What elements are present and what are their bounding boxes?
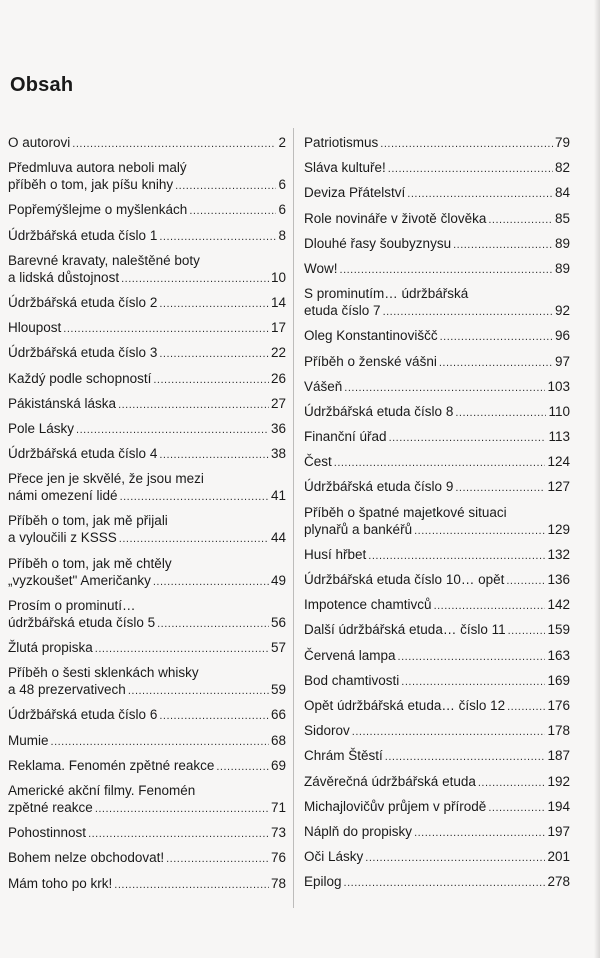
toc-entry-page-number: 36 bbox=[270, 420, 286, 436]
toc-right-column bbox=[304, 134, 570, 898]
toc-entry-row bbox=[304, 848, 570, 867]
dot-leader bbox=[159, 229, 276, 246]
toc-entry-page-number: 132 bbox=[547, 546, 570, 562]
toc-entry bbox=[304, 184, 570, 203]
toc-entry-title: Údržbářská etuda číslo 9 bbox=[304, 479, 454, 495]
toc-entry-row bbox=[304, 773, 570, 792]
dot-leader bbox=[128, 683, 269, 700]
toc-entry-title: Chrám Štěstí bbox=[304, 748, 383, 764]
toc-entry-row bbox=[8, 824, 286, 843]
toc-entry-page-number: 127 bbox=[547, 479, 570, 495]
toc-entry-row bbox=[304, 235, 570, 254]
dot-leader bbox=[216, 759, 269, 776]
toc-entry-row bbox=[8, 134, 286, 153]
toc-entry-title: Epilog bbox=[304, 874, 342, 890]
toc-entry-title: plynařů a bankéřů bbox=[304, 521, 413, 537]
toc-entry-row bbox=[304, 478, 570, 497]
toc-entry bbox=[304, 134, 570, 153]
toc-entry-page-number: 56 bbox=[270, 614, 286, 630]
toc-entry bbox=[304, 210, 570, 229]
toc-entry bbox=[8, 824, 286, 843]
toc-entry bbox=[8, 134, 286, 153]
toc-entry-row bbox=[304, 747, 570, 766]
toc-entry-title-line: Příběh o tom, jak mě chtěly bbox=[8, 555, 172, 571]
toc-entry bbox=[8, 782, 286, 818]
toc-entry bbox=[8, 597, 286, 633]
dot-leader bbox=[95, 801, 269, 818]
toc-entry-page-number: 96 bbox=[554, 328, 570, 344]
toc-entry bbox=[304, 428, 570, 447]
toc-entry bbox=[8, 706, 286, 725]
toc-entry-title: zpětné reakce bbox=[8, 799, 93, 815]
dot-leader bbox=[51, 734, 269, 751]
toc-entry-page-number: 129 bbox=[547, 521, 570, 537]
toc-entry bbox=[8, 639, 286, 658]
toc-entry-row bbox=[304, 521, 570, 540]
toc-entry-row bbox=[8, 227, 286, 246]
toc-entry bbox=[304, 848, 570, 867]
toc-entry bbox=[304, 621, 570, 640]
toc-entry-title: Michajlovičův průjem v přírodě bbox=[304, 798, 487, 814]
toc-entry-page-number: 66 bbox=[270, 707, 286, 723]
toc-entry-title: Sidorov bbox=[304, 723, 350, 739]
dot-leader bbox=[507, 699, 545, 716]
dot-leader bbox=[344, 875, 546, 892]
toc-entry-page-number: 57 bbox=[270, 640, 286, 655]
toc-entry-page-number: 73 bbox=[270, 825, 286, 841]
toc-entry-page-number: 71 bbox=[270, 799, 286, 815]
dot-leader bbox=[383, 304, 553, 321]
dot-leader bbox=[153, 574, 269, 591]
toc-entry-row bbox=[304, 571, 570, 590]
toc-entry-title: Reklama. Fenomén zpětné reakce bbox=[8, 757, 215, 773]
dot-leader bbox=[334, 455, 546, 472]
toc-entry bbox=[8, 512, 286, 548]
column-divider bbox=[293, 128, 294, 908]
toc-entry bbox=[8, 159, 286, 195]
dot-leader bbox=[414, 523, 545, 540]
toc-entry-row bbox=[8, 732, 286, 751]
toc-entry bbox=[304, 159, 570, 178]
toc-entry-row bbox=[304, 453, 570, 472]
toc-entry bbox=[304, 672, 570, 691]
toc-entry bbox=[304, 647, 570, 666]
toc-entry-title: Popřemýšlejme o myšlenkách bbox=[8, 202, 188, 218]
toc-entry-row bbox=[304, 353, 570, 372]
toc-entry-title: Každý podle schopností bbox=[8, 370, 152, 386]
toc-entry bbox=[8, 420, 286, 439]
toc-entry-row bbox=[8, 370, 286, 389]
toc-entry bbox=[8, 227, 286, 246]
toc-entry-page-number: 110 bbox=[548, 403, 570, 419]
toc-entry-row bbox=[8, 639, 286, 658]
toc-entry-title: Role novináře v životě člověka bbox=[304, 210, 487, 226]
toc-entry-page-number: 69 bbox=[270, 757, 286, 773]
dot-leader bbox=[380, 136, 553, 153]
toc-entry bbox=[8, 294, 286, 313]
toc-entry-page-number: 187 bbox=[547, 748, 570, 764]
toc-entry-row bbox=[8, 572, 286, 591]
toc-entry bbox=[8, 252, 286, 288]
toc-entry-row bbox=[304, 428, 570, 447]
toc-entry-page-number: 136 bbox=[547, 572, 570, 587]
toc-entry-row bbox=[8, 681, 286, 700]
toc-entry-title: Údržbářská etuda číslo 10… opět bbox=[304, 572, 505, 587]
toc-entry bbox=[8, 875, 286, 894]
toc-entry-row bbox=[304, 697, 570, 716]
toc-entry-page-number: 89 bbox=[554, 235, 570, 251]
toc-entry bbox=[8, 319, 286, 338]
dot-leader bbox=[166, 851, 269, 868]
toc-entry-page-number: 85 bbox=[554, 210, 570, 226]
toc-entry-page-number: 178 bbox=[547, 723, 570, 739]
toc-entry bbox=[304, 453, 570, 472]
toc-entry-page-number: 103 bbox=[547, 378, 570, 394]
toc-entry-page-number: 17 bbox=[270, 320, 286, 336]
toc-entry bbox=[304, 747, 570, 766]
toc-entry-page-number: 79 bbox=[554, 135, 570, 150]
toc-entry-page-number: 14 bbox=[270, 294, 286, 310]
toc-entry bbox=[304, 504, 570, 540]
toc-entry-row bbox=[304, 210, 570, 229]
toc-entry bbox=[8, 445, 286, 464]
dot-leader bbox=[478, 775, 546, 792]
dot-leader bbox=[121, 271, 269, 288]
toc-entry bbox=[304, 773, 570, 792]
toc-entry-title: a vyloučili z KSSS bbox=[8, 530, 117, 546]
toc-left-column bbox=[8, 134, 286, 900]
toc-entry-title: etuda číslo 7 bbox=[304, 303, 381, 319]
toc-entry-title-line: Příběh o tom, jak mě přijali bbox=[8, 513, 168, 529]
toc-entry bbox=[8, 849, 286, 868]
dot-leader bbox=[340, 262, 553, 279]
dot-leader bbox=[159, 447, 269, 464]
toc-entry bbox=[304, 478, 570, 497]
toc-entry-title: námi omezení lidé bbox=[8, 488, 118, 504]
toc-entry bbox=[8, 664, 286, 700]
toc-entry-page-number: 8 bbox=[278, 227, 286, 243]
toc-entry-page-number: 10 bbox=[270, 269, 286, 285]
dot-leader bbox=[508, 623, 546, 640]
toc-entry-title: Pohostinnost bbox=[8, 825, 87, 841]
toc-entry-title-line: Předmluva autora neboli malý bbox=[8, 160, 187, 176]
toc-entry bbox=[304, 260, 570, 279]
toc-entry-row bbox=[304, 621, 570, 640]
toc-entry-row bbox=[8, 529, 286, 548]
toc-entry-row bbox=[304, 378, 570, 397]
dot-leader bbox=[455, 480, 545, 497]
toc-entry-page-number: 89 bbox=[554, 260, 570, 276]
toc-entry-title: Údržbářská etuda číslo 1 bbox=[8, 227, 158, 243]
toc-entry-title: Červená lampa bbox=[304, 647, 396, 663]
dot-leader bbox=[398, 649, 546, 666]
dot-leader bbox=[76, 422, 269, 439]
toc-entry-title: Patriotismus bbox=[304, 135, 379, 150]
dot-leader bbox=[114, 877, 269, 894]
toc-entry-title: Žlutá propiska bbox=[8, 640, 93, 655]
page-edge bbox=[594, 0, 600, 958]
toc-entry-page-number: 76 bbox=[270, 850, 286, 866]
toc-entry-row bbox=[8, 757, 286, 776]
toc-entry-page-number: 194 bbox=[547, 798, 570, 814]
toc-entry-row bbox=[8, 395, 286, 414]
toc-entry-title: Mumie bbox=[8, 732, 49, 748]
dot-leader bbox=[344, 380, 545, 397]
dot-leader bbox=[434, 598, 546, 615]
dot-leader bbox=[453, 237, 553, 254]
toc-entry-row bbox=[304, 823, 570, 842]
dot-leader bbox=[439, 355, 553, 372]
toc-entry-title: Další údržbářská etuda… číslo 11 bbox=[304, 622, 506, 638]
dot-leader bbox=[506, 573, 545, 590]
toc-entry bbox=[8, 370, 286, 389]
dot-leader bbox=[455, 405, 546, 422]
toc-entry-title: Čest bbox=[304, 454, 332, 470]
toc-entry-row bbox=[304, 873, 570, 892]
toc-entry-row bbox=[8, 201, 286, 220]
toc-entry-page-number: 124 bbox=[547, 454, 570, 470]
dot-leader bbox=[159, 708, 269, 725]
dot-leader bbox=[175, 178, 276, 195]
toc-entry-row bbox=[304, 327, 570, 346]
toc-entry-page-number: 84 bbox=[554, 185, 570, 201]
toc-entry-row bbox=[8, 344, 286, 363]
toc-entry bbox=[304, 722, 570, 741]
toc-entry bbox=[304, 378, 570, 397]
dot-leader bbox=[95, 641, 269, 658]
dot-leader bbox=[414, 825, 545, 842]
toc-entry-row bbox=[8, 706, 286, 725]
toc-entry-row bbox=[8, 875, 286, 894]
toc-entry bbox=[8, 201, 286, 220]
toc-entry-title: Údržbářská etuda číslo 4 bbox=[8, 446, 158, 462]
toc-entry-title: Dlouhé řasy šoubyznysu bbox=[304, 235, 452, 251]
dot-leader bbox=[385, 749, 546, 766]
dot-leader bbox=[72, 136, 276, 153]
toc-entry-row bbox=[8, 319, 286, 338]
dot-leader bbox=[88, 826, 269, 843]
toc-entry bbox=[304, 873, 570, 892]
toc-entry bbox=[304, 697, 570, 716]
toc-entry-title: Wow! bbox=[304, 260, 338, 276]
toc-entry-title: Finanční úřad bbox=[304, 429, 387, 445]
dot-leader bbox=[488, 800, 545, 817]
toc-entry-title: Deviza Přátelství bbox=[304, 185, 406, 201]
toc-entry-title: „vyzkoušet" Američanky bbox=[8, 572, 151, 588]
toc-entry-title: Vášeň bbox=[304, 378, 343, 394]
toc-entry-page-number: 44 bbox=[270, 530, 286, 546]
toc-entry bbox=[304, 327, 570, 346]
dot-leader bbox=[120, 489, 269, 506]
toc-entry-page-number: 68 bbox=[270, 732, 286, 748]
toc-entry-page-number: 201 bbox=[547, 849, 570, 865]
dot-leader bbox=[189, 203, 276, 220]
dot-leader bbox=[159, 296, 269, 313]
dot-leader bbox=[368, 548, 545, 565]
toc-entry-title: Náplň do propisky bbox=[304, 823, 413, 839]
toc-entry-row bbox=[304, 798, 570, 817]
toc-entry bbox=[304, 235, 570, 254]
dot-leader bbox=[157, 616, 269, 633]
toc-entry-title-line: Přece jen je skvělé, že jsou mezi bbox=[8, 471, 204, 487]
toc-entry-title: Mám toho po krk! bbox=[8, 875, 113, 891]
toc-entry-row bbox=[8, 849, 286, 868]
toc-entry-page-number: 113 bbox=[548, 429, 570, 445]
toc-entry-row bbox=[8, 269, 286, 288]
toc-entry-page-number: 78 bbox=[270, 875, 286, 891]
dot-leader bbox=[401, 674, 545, 691]
toc-entry-row bbox=[304, 260, 570, 279]
dot-leader bbox=[407, 186, 553, 203]
toc-entry-page-number: 92 bbox=[554, 303, 570, 319]
toc-entry-row bbox=[304, 647, 570, 666]
toc-entry-row bbox=[304, 134, 570, 153]
toc-entry bbox=[304, 571, 570, 590]
toc-entry-row bbox=[304, 672, 570, 691]
toc-entry bbox=[304, 285, 570, 321]
toc-entry-row bbox=[304, 546, 570, 565]
dot-leader bbox=[153, 372, 269, 389]
toc-entry-title: příběh o tom, jak píšu knihy bbox=[8, 177, 174, 193]
toc-entry-page-number: 163 bbox=[547, 647, 570, 663]
toc-entry-page-number: 26 bbox=[270, 370, 286, 386]
dot-leader bbox=[488, 212, 553, 229]
toc-entry-title: Pákistánská láska bbox=[8, 395, 117, 411]
toc-entry bbox=[304, 546, 570, 565]
toc-entry-title: Pole Lásky bbox=[8, 420, 75, 436]
toc-entry-title: Impotence chamtivců bbox=[304, 597, 432, 613]
toc-entry-row bbox=[304, 403, 570, 422]
dot-leader bbox=[389, 430, 547, 447]
toc-entry-title: Sláva kultuře! bbox=[304, 160, 386, 176]
toc-entry-row bbox=[8, 294, 286, 313]
toc-entry-title-line: Příběh o šesti sklenkách whisky bbox=[8, 665, 199, 681]
toc-entry-row bbox=[304, 159, 570, 178]
toc-entry-title: Bohem nelze obchodovat! bbox=[8, 850, 165, 866]
toc-entry bbox=[8, 732, 286, 751]
toc-entry-row bbox=[8, 487, 286, 506]
toc-entry-title: Údržbářská etuda číslo 3 bbox=[8, 345, 158, 361]
toc-entry-title: údržbářská etuda číslo 5 bbox=[8, 614, 156, 630]
toc-entry-page-number: 176 bbox=[547, 697, 570, 713]
toc-entry-row bbox=[8, 614, 286, 633]
dot-leader bbox=[159, 346, 269, 363]
toc-entry-title: Opět údržbářská etuda… číslo 12 bbox=[304, 697, 506, 713]
toc-entry-row bbox=[304, 302, 570, 321]
toc-entry-row bbox=[304, 184, 570, 203]
toc-entry-row bbox=[8, 420, 286, 439]
toc-entry-title: Příběh o ženské vášni bbox=[304, 353, 437, 369]
dot-leader bbox=[365, 850, 545, 867]
toc-entry-row bbox=[8, 445, 286, 464]
toc-entry bbox=[8, 757, 286, 776]
toc-entry-page-number: 192 bbox=[547, 773, 570, 789]
dot-leader bbox=[118, 397, 269, 414]
toc-entry-title: Údržbářská etuda číslo 8 bbox=[304, 403, 454, 419]
toc-entry-title: Husí hřbet bbox=[304, 546, 367, 562]
toc-entry-title: Údržbářská etuda číslo 6 bbox=[8, 707, 158, 723]
toc-entry-title-line: Barevné kravaty, naleštěné boty bbox=[8, 252, 200, 268]
dot-leader bbox=[440, 329, 553, 346]
toc-entry-title-line: Příběh o špatné majetkové situaci bbox=[304, 504, 507, 520]
toc-entry-title: Údržbářská etuda číslo 2 bbox=[8, 294, 158, 310]
toc-entry bbox=[304, 798, 570, 817]
toc-entry-page-number: 6 bbox=[278, 177, 286, 193]
toc-entry-row bbox=[304, 722, 570, 741]
toc-entry-row bbox=[304, 596, 570, 615]
toc-entry-title-line: Americké akční filmy. Fenomén bbox=[8, 782, 196, 798]
toc-entry-page-number: 22 bbox=[270, 345, 286, 361]
toc-entry-page-number: 97 bbox=[554, 353, 570, 369]
dot-leader bbox=[388, 161, 553, 178]
toc-entry-page-number: 27 bbox=[270, 395, 286, 411]
toc-entry-title: O autorovi bbox=[8, 135, 71, 150]
toc-entry-title: a 48 prezervativech bbox=[8, 682, 126, 698]
toc-entry-page-number: 38 bbox=[270, 446, 286, 462]
toc-entry-title: Hloupost bbox=[8, 320, 62, 336]
page-title: Obsah bbox=[10, 74, 74, 96]
toc-entry-page-number: 2 bbox=[278, 135, 286, 150]
toc-entry-title: Závěrečná údržbářská etuda bbox=[304, 773, 476, 789]
toc-entry-page-number: 197 bbox=[547, 823, 570, 839]
dot-leader bbox=[63, 321, 269, 338]
toc-entry-page-number: 159 bbox=[547, 622, 570, 638]
toc-entry bbox=[304, 353, 570, 372]
dot-leader bbox=[119, 531, 269, 548]
toc-entry bbox=[8, 555, 286, 591]
toc-entry-page-number: 82 bbox=[554, 160, 570, 176]
toc-entry-page-number: 169 bbox=[547, 672, 570, 688]
toc-entry-page-number: 49 bbox=[270, 572, 286, 588]
toc-entry bbox=[304, 403, 570, 422]
toc-entry bbox=[8, 395, 286, 414]
toc-entry-row bbox=[8, 176, 286, 195]
toc-entry-title: Oleg Konstantinoviščč bbox=[304, 328, 438, 344]
toc-entry-page-number: 142 bbox=[547, 597, 570, 613]
toc-entry-title-line: Prosím o prominutí… bbox=[8, 597, 136, 613]
toc-entry bbox=[304, 823, 570, 842]
dot-leader bbox=[352, 724, 546, 741]
toc-entry bbox=[8, 470, 286, 506]
toc-entry-page-number: 6 bbox=[278, 202, 286, 218]
toc-entry-title: Oči Lásky bbox=[304, 849, 364, 865]
toc-entry-title: a lidská důstojnost bbox=[8, 269, 120, 285]
toc-entry-page-number: 278 bbox=[547, 874, 570, 890]
toc-entry bbox=[304, 596, 570, 615]
toc-entry bbox=[8, 344, 286, 363]
toc-entry-page-number: 59 bbox=[270, 682, 286, 698]
toc-entry-page-number: 41 bbox=[270, 488, 286, 504]
toc-entry-title-line: S prominutím… údržbářská bbox=[304, 286, 469, 302]
toc-entry-title: Bod chamtivosti bbox=[304, 672, 400, 688]
toc-entry-row bbox=[8, 799, 286, 818]
